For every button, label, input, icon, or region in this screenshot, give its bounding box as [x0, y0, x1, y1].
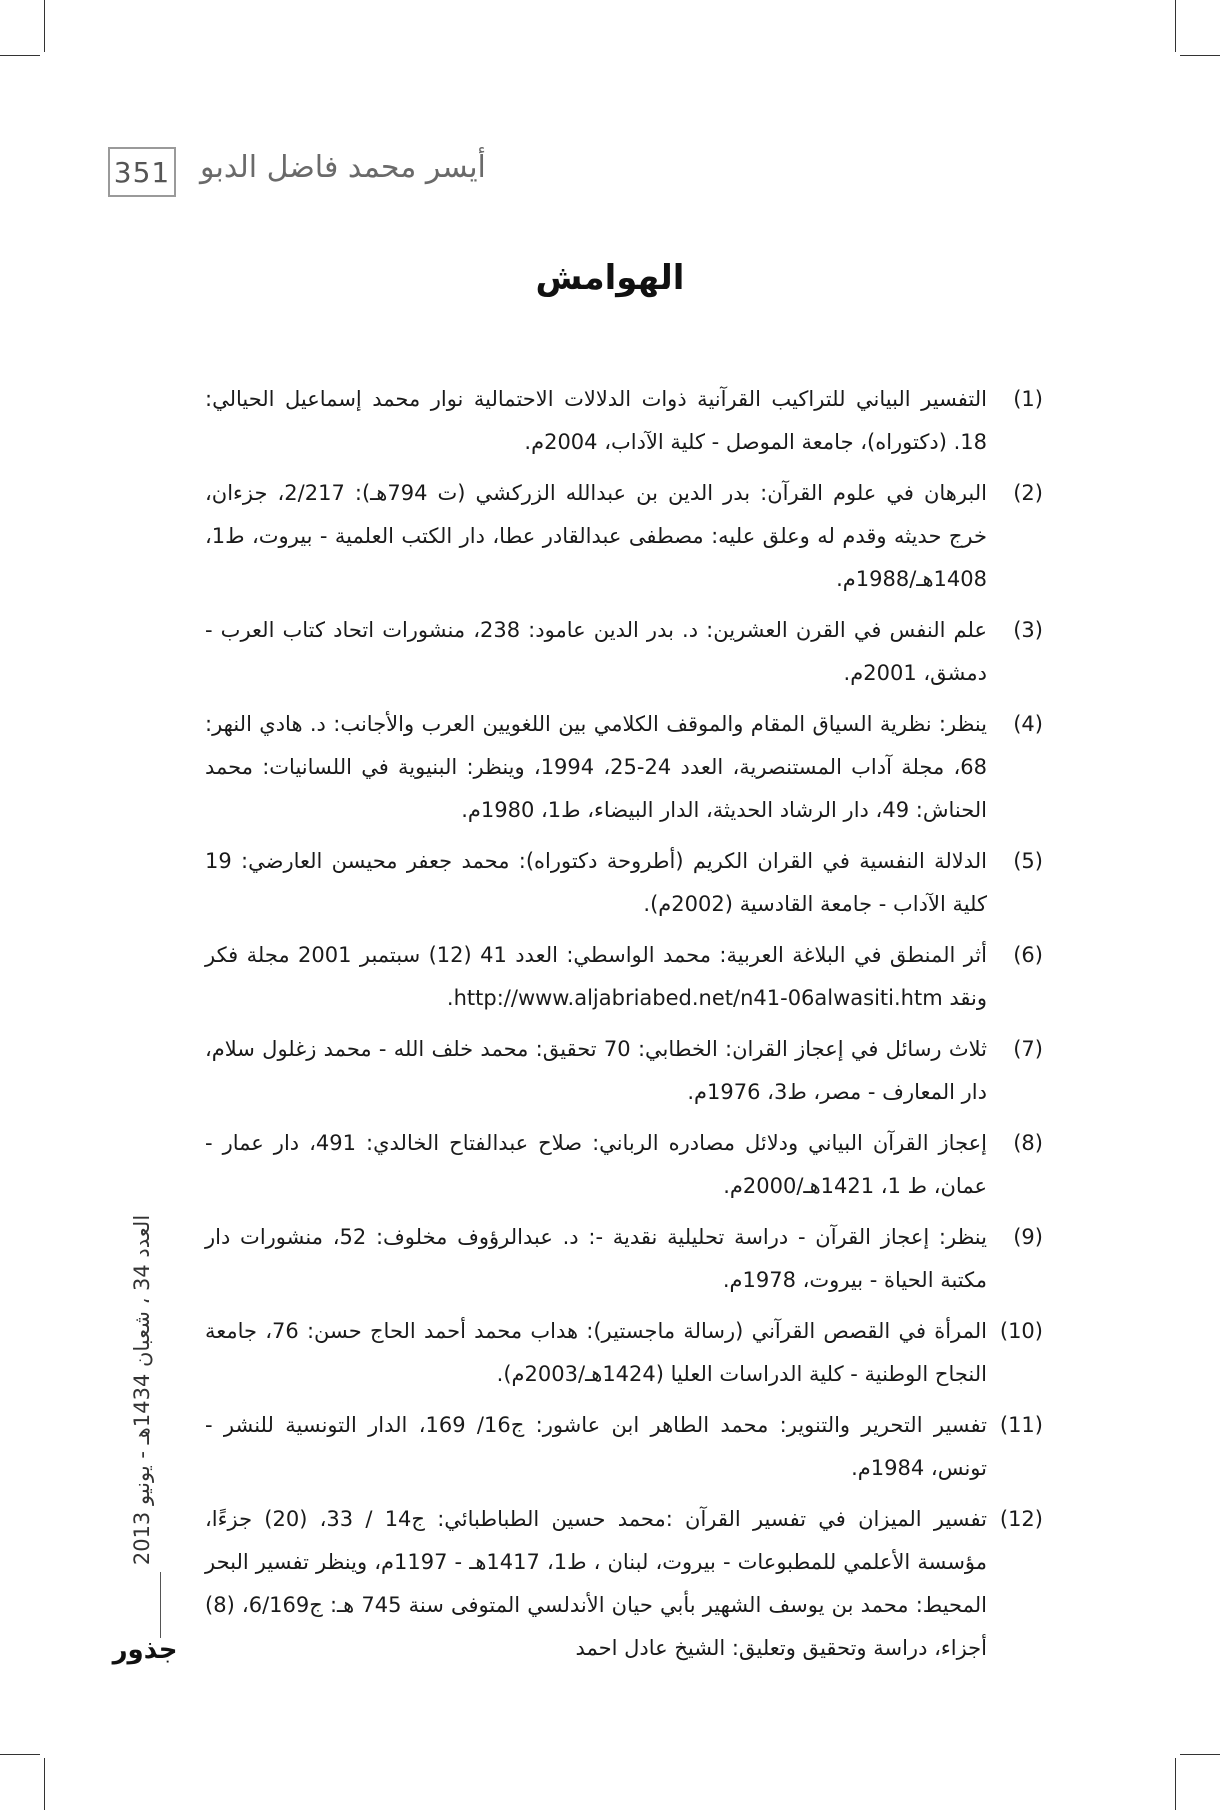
page-number: 351 [108, 147, 176, 197]
section-title: الهوامش [535, 258, 685, 298]
footnote-text: ينظر: إعجاز القرآن - دراسة تحليلية نقدية -: د. عبدالرؤوف مخلوف: 52، منشورات دار مكتبة الحياة - بيروت، 1978م. [205, 1225, 987, 1292]
footnote-item [205, 1404, 1043, 1490]
journal-logo: جذور [112, 1635, 178, 1665]
footnote-text: تفسير التحرير والتنوير: محمد الطاهر ابن عاشور: ج16/ 169، الدار التونسية للنشر - تونس، 1984م. [205, 1413, 987, 1480]
running-header-author [200, 150, 530, 185]
crop-mark [1175, 1758, 1176, 1810]
footnote-text: أثر المنطق في البلاغة العربية: محمد الواسطي: العدد 41 (12) سبتمبر 2001 مجلة فكر ونقد http://www.aljabriabed.net/n41-06alwasiti.htm. [205, 943, 987, 1010]
footnote-item [205, 472, 1043, 601]
footnote-number: (8) [1013, 1131, 1043, 1155]
footnotes-list [205, 378, 1043, 1678]
side-divider [160, 1572, 161, 1638]
footnote-number: (2) [1013, 481, 1043, 505]
footnote-item [205, 934, 1043, 1020]
footnote-number: (4) [1013, 712, 1043, 736]
footnote-text: المرأة في القصص القرآني (رسالة ماجستير): هداب محمد أحمد الحاج حسن: 76، جامعة النجاح الوطنية - كلية الدراسات العليا (1424هـ/2003م). [205, 1319, 987, 1386]
footnote-number: (11) [999, 1413, 1043, 1437]
footnote-number: (10) [999, 1319, 1043, 1343]
footnote-number: (7) [1013, 1037, 1043, 1061]
crop-mark [1175, 0, 1176, 52]
footnote-item [205, 703, 1043, 832]
footnote-number: (9) [1013, 1225, 1043, 1249]
footnote-number: (5) [1013, 849, 1043, 873]
footnote-text: ينظر: نظرية السياق المقام والموقف الكلامي بين اللغويين العرب والأجانب: د. هادي النهر: 68، مجلة آداب المستنصرية، العدد 24-25، 1994، وينظر: البنيوية في اللسانيات: محمد الحناش: 49، دار الرشاد الحديثة، الدار البيضاء، ط1، 1980م. [205, 712, 987, 822]
footnote-text: تفسير الميزان في تفسير القرآن :محمد حسين الطباطبائي: ج14 / 33، (20) جزءًا، مؤسسة الأعلمي للمطبوعات - بيروت، لبنان ، ط1، 1417هـ - 1197م، وينظر تفسير البحر المحيط: محمد بن يوسف الشهير بأبي حيان الأندلسي المتوفى سنة 745 هـ: ج6/169، (8) أجزاء، دراسة وتحقيق وتعليق: الشيخ عادل احمد [205, 1507, 988, 1660]
footnote-number: (12) [999, 1507, 1043, 1531]
footnote-number: (6) [1013, 943, 1043, 967]
issue-info-text: العدد 34 ، شعبان 1434هـ - يونيو 2013 [130, 1214, 154, 1566]
footnote-text: علم النفس في القرن العشرين: د. بدر الدين عامود: 238، منشورات اتحاد كتاب العرب - دمشق، 2001م. [205, 618, 987, 685]
footnote-number: (1) [1013, 387, 1043, 411]
footnote-number: (3) [1013, 618, 1043, 642]
crop-mark [1180, 1754, 1220, 1755]
crop-mark [44, 1758, 45, 1810]
footnote-text: البرهان في علوم القرآن: بدر الدين بن عبدالله الزركشي (ت 794هـ): 2/217، جزءان، خرج حديثه وقدم له وعلق عليه: مصطفى عبدالقادر عطا، دار الكتب العلمية - بيروت، ط1، 1408هـ/1988م. [205, 481, 987, 591]
footnote-text: الدلالة النفسية في القران الكريم (أطروحة دكتوراه): محمد جعفر محيسن العارضي: 19 كلية الآداب - جامعة القادسية (2002م). [205, 849, 987, 916]
crop-mark [0, 55, 40, 56]
issue-info-strip [120, 1155, 164, 1625]
crop-mark [44, 0, 45, 52]
footnote-item [205, 1122, 1043, 1208]
footnote-item [205, 378, 1043, 464]
footnote-item [205, 1216, 1043, 1302]
footnote-text: إعجاز القرآن البياني ودلائل مصادره الرباني: صلاح عبدالفتاح الخالدي: 491، دار عمار - عمان، ط 1، 1421هـ/2000م. [205, 1131, 988, 1198]
footnote-item [205, 840, 1043, 926]
footnote-item [205, 1028, 1043, 1114]
footnote-item [205, 1310, 1043, 1396]
crop-mark [0, 1754, 40, 1755]
footnote-item [205, 609, 1043, 695]
author-name: أيسر محمد فاضل الدبو [200, 150, 486, 185]
footnote-text: ثلاث رسائل في إعجاز القران: الخطابي: 70 تحقيق: محمد خلف الله - محمد زغلول سلام، دار المعارف - مصر، ط3، 1976م. [205, 1037, 987, 1104]
footnote-text: التفسير البياني للتراكيب القرآنية ذوات الدلالات الاحتمالية نوار محمد إسماعيل الحيالي: 18. (دكتوراه)، جامعة الموصل - كلية الآداب، 2004م. [205, 387, 987, 454]
footnote-item [205, 1498, 1043, 1670]
crop-mark [1180, 55, 1220, 56]
